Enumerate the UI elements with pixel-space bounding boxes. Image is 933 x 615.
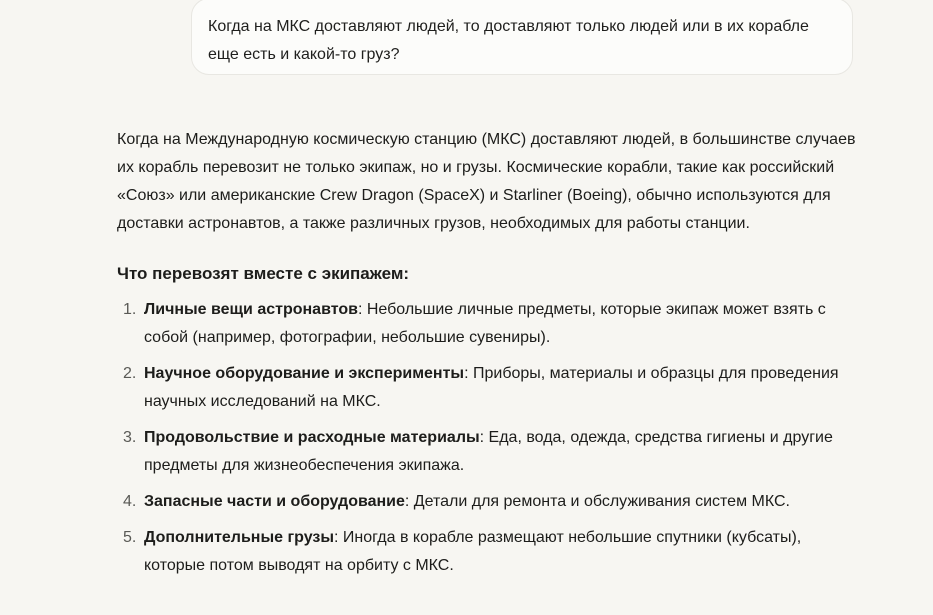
user-message-text: Когда на МКС доставляют людей, то доставляют только людей или в их корабле еще есть и какой-то груз? <box>208 18 809 63</box>
response-intro: Когда на Международную космическую станцию (МКС) доставляют людей, в большинстве случаев их корабль перевозит не только экипаж, но и грузы. Космические корабли, такие как российский «Союз» или американские Crew Dragon (SpaceX) и Starliner (Boeing), обычно используются для доставки астронавтов, а также различных грузов, необходимых для работы станции. <box>117 131 856 232</box>
list-item <box>117 488 862 516</box>
response-heading: Что перевозят вместе с экипажем: <box>117 264 410 283</box>
list-item-text: : Небольшие личные предметы, которые экипаж может взять с собой (например, фотографии, небольшие сувениры). <box>144 301 826 346</box>
list-item <box>117 424 862 480</box>
list-item-title: Продовольствие и расходные материалы <box>144 429 480 446</box>
list-item-number: 1. <box>123 301 137 318</box>
list-item <box>117 360 862 416</box>
list-item-title: Дополнительные грузы <box>144 529 335 546</box>
assistant-response <box>117 126 862 588</box>
list-item-title: Научное оборудование и эксперименты <box>144 365 465 382</box>
list-item-number: 3. <box>123 429 137 446</box>
list-item <box>117 296 862 352</box>
list-item <box>117 524 862 580</box>
list-item-number: 5. <box>123 529 137 546</box>
list-item-text: : Детали для ремонта и обслуживания систем МКС. <box>404 493 790 510</box>
list-item-title: Личные вещи астронавтов <box>144 301 358 318</box>
list-item-title: Запасные части и оборудование <box>144 493 405 510</box>
list-item-text: : Еда, вода, одежда, средства гигиены и другие предметы для жизнеобеспечения экипажа. <box>144 429 833 474</box>
list-item-text: : Иногда в корабле размещают небольшие спутники (кубсаты), которые потом выводят на орбиту с МКС. <box>144 529 802 574</box>
cargo-list <box>117 296 862 580</box>
list-item-number: 2. <box>123 365 137 382</box>
user-message-bubble <box>191 0 853 75</box>
list-item-text: : Приборы, материалы и образцы для проведения научных исследований на МКС. <box>144 365 839 410</box>
list-item-number: 4. <box>123 493 137 510</box>
